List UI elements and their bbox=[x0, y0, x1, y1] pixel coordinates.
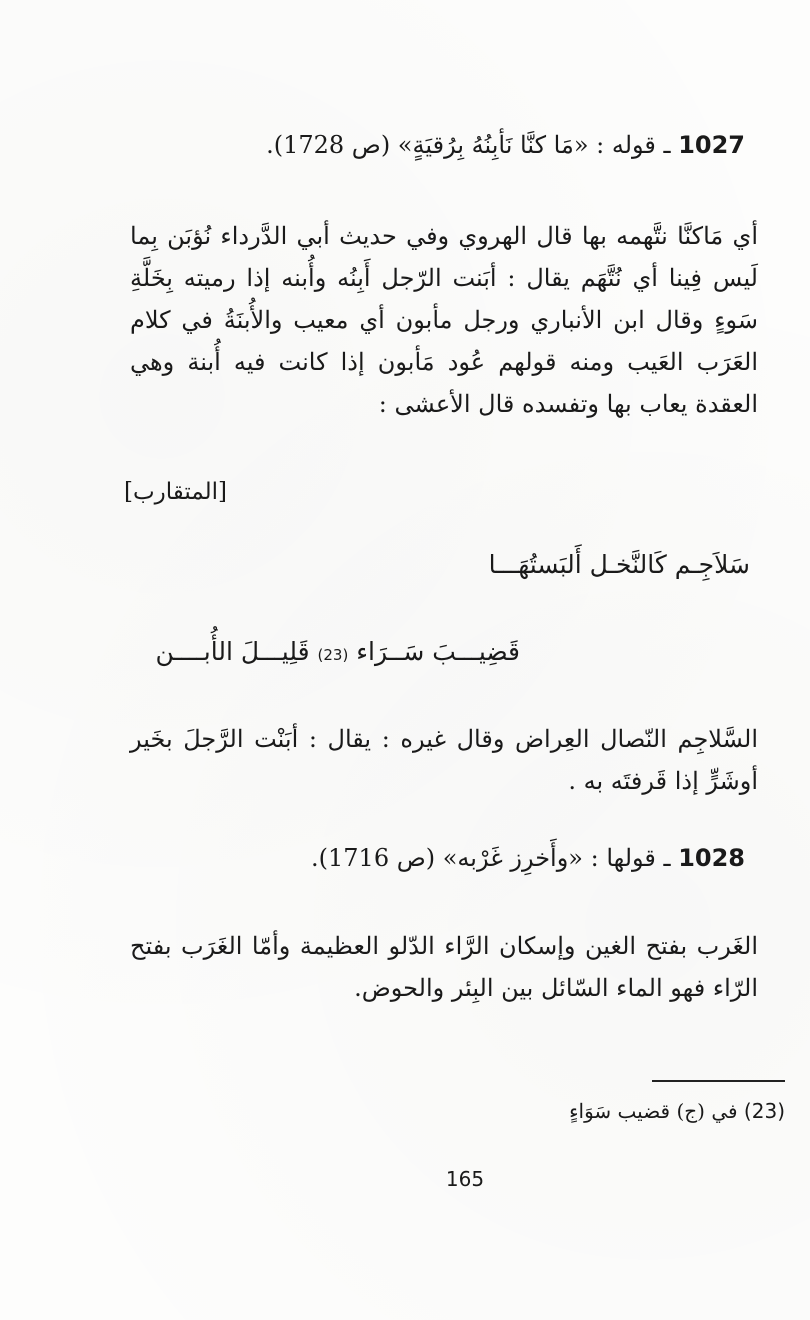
commentary-paragraph-3: الغَرب بفتح الغين وإسكان الرَّاء الدّلو العظيمة وأمّا الغَرَب بفتح الرّاء فهو الماء السّائل بين البِئر والحوض. bbox=[130, 932, 758, 1002]
verse-2-first-half: قَضِيـــبَ سَــرَاء bbox=[356, 637, 520, 666]
footnote-divider bbox=[652, 1080, 785, 1082]
entry-number: 1027 bbox=[678, 131, 745, 159]
verse-line-1: سَلاَجِـم كَالنَّخـل أَلبَستُهَـــا bbox=[488, 550, 750, 579]
entry-text: ـ قولها : «وأَخرِز غَرْبه» (ص 1716). bbox=[311, 844, 671, 872]
footnote-number: (23) bbox=[743, 1099, 785, 1123]
footnote-text: في (ج) قضيب سَوَاءٍ bbox=[569, 1099, 738, 1123]
commentary-paragraph-1: أي مَاكنَّا نتَّهمه بها قال الهروي وفي حديث أبي الدَّرداء نُؤبَن بِما لَيس فِينا أي نُتَّهَم يقال : أبَنت الرّجل أَبِنُه وأُبنه إذا رميته بِخَلَّةِ سَوءٍ وقال ابن الأنباري ورجل مأبون أي معيب والأُبنَةُ في كلام العَرَب العَيب ومنه قولهم عُود مَأبون إذا كانت فيه أُبنة وهي العقدة يعاب بها وتفسده قال الأعشى : bbox=[130, 222, 758, 418]
verse-line-2 bbox=[0, 632, 520, 675]
entry-number: 1028 bbox=[678, 844, 745, 872]
commentary-paragraph-2: السَّلاجِم النّصال العِراض وقال غيره : يقال : أبَنْت الرَّجلَ بخَير أوشَرٍّ إذا قَرفتَه به . bbox=[130, 725, 758, 795]
entry-1028-heading bbox=[125, 838, 745, 878]
footnote-reference: (23) bbox=[317, 646, 349, 664]
footnote-23 bbox=[485, 1095, 785, 1127]
verse-2-second-half: قَلِيـــلَ الأُبــــن bbox=[155, 637, 310, 666]
page-number: 165 bbox=[445, 1167, 485, 1191]
entry-1027-heading bbox=[105, 125, 745, 165]
entry-text: ـ قوله : «مَا كنَّا نَأبِنُهُ بِرُقيَةٍ» (ص 1728). bbox=[266, 131, 671, 159]
meter-label: [المتقارب] bbox=[124, 479, 227, 505]
